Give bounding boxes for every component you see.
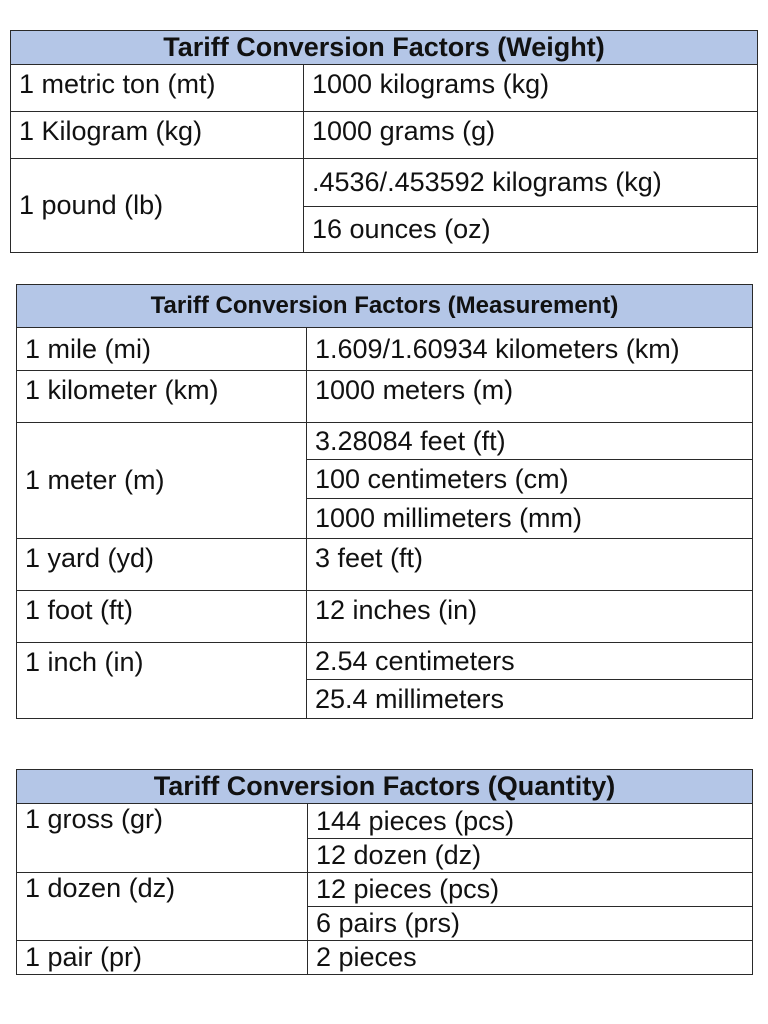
unit-cell: 1 dozen (dz) — [17, 873, 308, 941]
value-cell: 3.28084 feet (ft) — [307, 423, 753, 460]
unit-cell: 1 inch (in) — [17, 643, 307, 719]
unit-cell: 1 metric ton (mt) — [11, 65, 304, 112]
unit-cell: 1 kilometer (km) — [17, 371, 307, 423]
value-cell: 2 pieces — [308, 941, 753, 975]
table-row — [17, 371, 753, 423]
table-row — [11, 112, 758, 159]
unit-cell: 1 mile (mi) — [17, 328, 307, 371]
table-row — [17, 328, 753, 371]
table-row — [11, 159, 758, 207]
value-cell: 12 pieces (pcs) — [308, 873, 753, 907]
table-row — [17, 423, 753, 460]
value-cell: 1000 meters (m) — [307, 371, 753, 423]
unit-cell: 1 gross (gr) — [17, 804, 308, 873]
unit-cell: 1 pair (pr) — [17, 941, 308, 975]
table-row — [17, 873, 753, 907]
table-row — [11, 65, 758, 112]
value-cell: 16 ounces (oz) — [304, 207, 758, 253]
unit-cell: 1 pound (lb) — [11, 159, 304, 253]
table-row — [17, 941, 753, 975]
value-cell: 100 centimeters (cm) — [307, 460, 753, 499]
value-cell: 12 dozen (dz) — [308, 839, 753, 873]
value-cell: 144 pieces (pcs) — [308, 804, 753, 839]
value-cell: 1000 kilograms (kg) — [304, 65, 758, 112]
unit-cell: 1 foot (ft) — [17, 591, 307, 643]
table-row — [17, 591, 753, 643]
table-row — [17, 539, 753, 591]
table-row — [17, 643, 753, 680]
measurement-conversion-table — [16, 284, 753, 719]
measurement-table-title: Tariff Conversion Factors (Measurement) — [17, 285, 753, 328]
value-cell: 6 pairs (prs) — [308, 907, 753, 941]
value-cell: 1000 grams (g) — [304, 112, 758, 159]
unit-cell: 1 yard (yd) — [17, 539, 307, 591]
value-cell: .4536/.453592 kilograms (kg) — [304, 159, 758, 207]
unit-cell: 1 meter (m) — [17, 423, 307, 539]
table-row — [17, 804, 753, 839]
quantity-table-title: Tariff Conversion Factors (Quantity) — [17, 770, 753, 804]
value-cell: 3 feet (ft) — [307, 539, 753, 591]
value-cell: 1000 millimeters (mm) — [307, 499, 753, 539]
quantity-conversion-table — [16, 769, 753, 975]
weight-table-title: Tariff Conversion Factors (Weight) — [11, 31, 758, 65]
value-cell: 12 inches (in) — [307, 591, 753, 643]
value-cell: 1.609/1.60934 kilometers (km) — [307, 328, 753, 371]
weight-conversion-table — [10, 30, 758, 253]
unit-cell: 1 Kilogram (kg) — [11, 112, 304, 159]
value-cell: 25.4 millimeters — [307, 680, 753, 719]
value-cell: 2.54 centimeters — [307, 643, 753, 680]
